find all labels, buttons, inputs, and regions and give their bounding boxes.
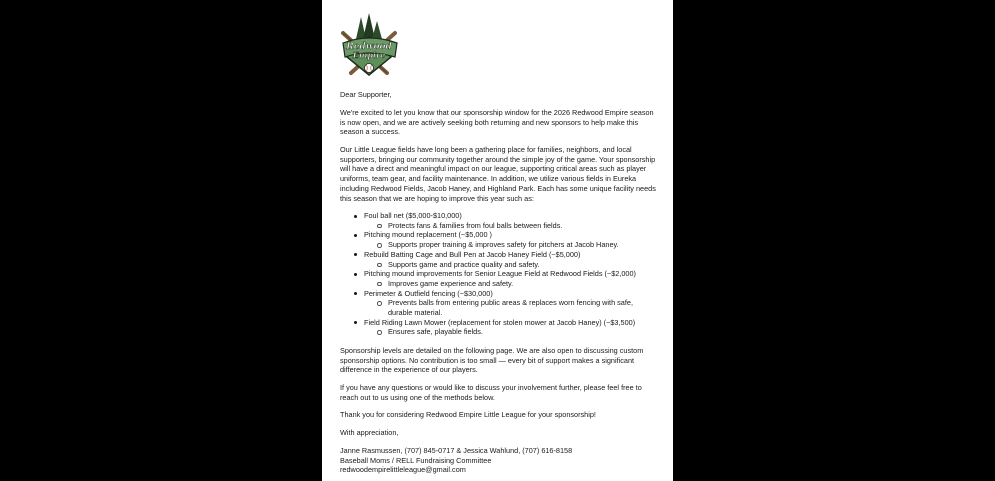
list-item	[340, 269, 658, 288]
list-item	[340, 318, 658, 337]
thank-you-line: Thank you for considering Redwood Empire Little League for your sponsorship!	[340, 410, 596, 419]
list-item	[340, 211, 658, 230]
item-label: Rebuild Batting Cage and Bull Pen at Jacob Haney Field (~$5,000)	[364, 249, 581, 259]
svg-text:Empire: Empire	[352, 50, 386, 60]
list-item	[340, 289, 658, 318]
item-label: Pitching mound replacement (~$5,000 )	[364, 230, 492, 240]
svg-text:Redwood: Redwood	[346, 42, 392, 52]
signature-block	[340, 446, 658, 475]
signature-email: redwoodempirelittleleague@gmail.com	[340, 465, 466, 475]
greeting: Dear Supporter,	[340, 90, 392, 99]
signature-committee: Baseball Moms / RELL Fundraising Committee	[340, 455, 492, 465]
signature-names: Janne Rasmussen, (707) 845-0717 & Jessica Wahlund, (707) 616-8158	[340, 446, 573, 455]
document-page	[322, 0, 673, 481]
sponsorship-levels-paragraph: Sponsorship levels are detailed on the following page. We are also open to discussing custom sponsorship options. No contribution is too small — every bit of support makes a significant difference in the experience of our players.	[340, 346, 644, 375]
item-detail: Supports proper training & improves safety for pitchers at Jacob Haney.	[364, 240, 658, 250]
item-label: Foul ball net ($5,000-$10,000)	[364, 211, 462, 220]
item-label: Perimeter & Outfield fencing (~$30,000)	[364, 288, 493, 298]
list-item	[340, 250, 658, 269]
intro-paragraph: We're excited to let you know that our sponsorship window for the 2026 Redwood Empire season is now open, and we are actively seeking both returning and new sponsors to help make this season a success.	[340, 108, 654, 137]
item-detail: Prevents balls from entering public areas & replaces worn fencing with safe, durable material.	[364, 298, 658, 317]
questions-paragraph: If you have any questions or would like to discuss your involvement further, please feel free to reach out to us using one of the methods below.	[340, 383, 642, 402]
list-item	[340, 230, 658, 249]
closing-line: With appreciation,	[340, 428, 399, 437]
item-detail: Supports game and practice quality and safety.	[364, 260, 658, 270]
item-detail: Improves game experience and safety.	[364, 279, 658, 289]
item-label: Field Riding Lawn Mower (replacement for stolen mower at Jacob Haney) (~$3,500)	[364, 317, 636, 327]
item-detail: Ensures safe, playable fields.	[364, 327, 658, 337]
item-label: Pitching mound improvements for Senior League Field at Redwood Fields (~$2,000)	[364, 269, 636, 279]
fields-paragraph: Our Little League fields have long been a gathering place for families, neighbors, and local supporters, bringing our community together around the simple joy of the game. Your sponsorship will have a direct and meaningful impact on our league, supporting critical areas such as player uniforms, team gear, and facility maintenance. In addition, we utilize various fields in Eureka including Redwood Fields, Jacob Haney, and Highland Park. Each has some unique facility needs this season that we are hoping to improve this year such as:	[340, 145, 656, 203]
redwood-empire-logo	[339, 13, 399, 77]
facility-needs-list	[340, 211, 658, 337]
item-detail: Protects fans & families from foul balls between fields.	[364, 221, 658, 231]
